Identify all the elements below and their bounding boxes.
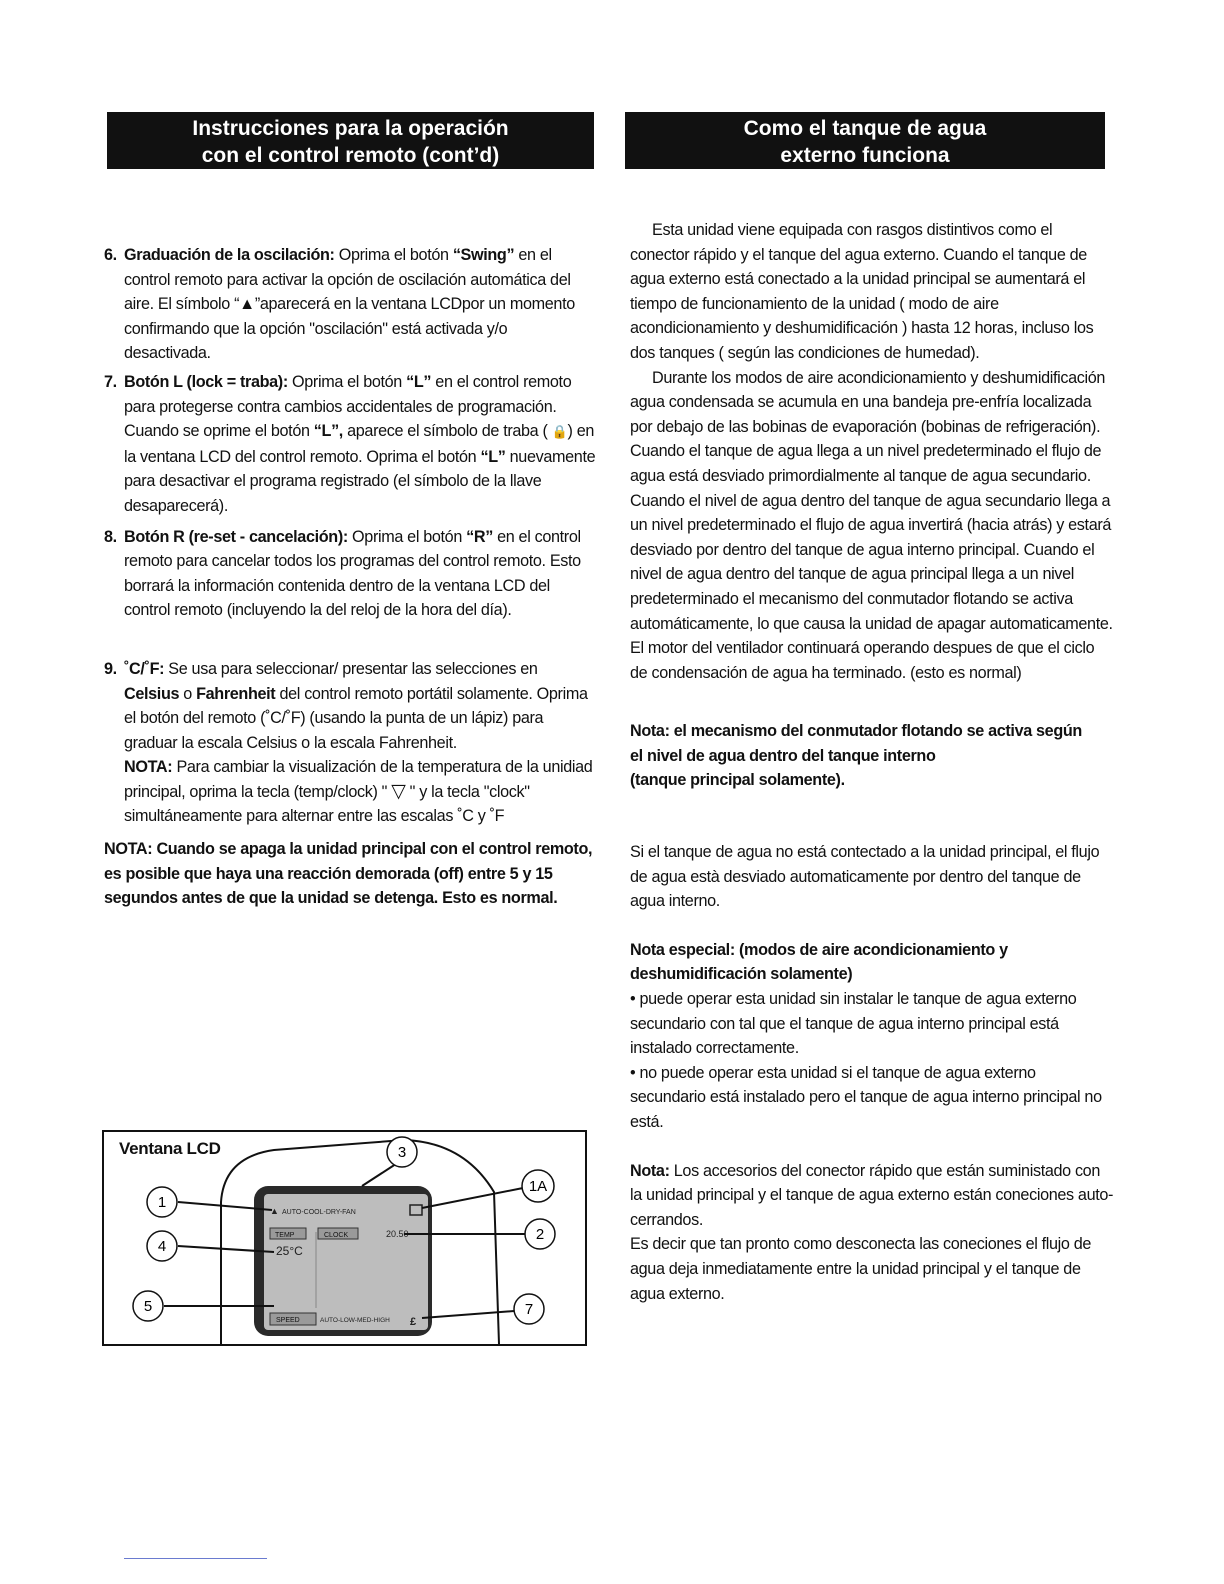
callout-label-3: 3 xyxy=(397,1144,407,1161)
nota-float-switch-line3: (tanque principal solamente). xyxy=(630,771,845,790)
nota-float-switch-line2: el nivel de agua dentro del tanque interno xyxy=(630,746,936,765)
callout-label-1a: 1A xyxy=(528,1178,548,1195)
item-text: nuevamente para desactivar el programa registrado (el símbolo de la llave desaparecerá). xyxy=(124,447,596,515)
header-right xyxy=(625,112,1105,169)
item-text: Para cambiar la visualización de la temperatura de la unidiad principal, oprima la tecla (temp/clock) " xyxy=(124,758,593,801)
item-temp-scale xyxy=(104,657,596,829)
item-text: Se usa para seleccionar/ presentar las selecciones en xyxy=(164,659,538,678)
button-label: “L” xyxy=(480,447,506,466)
lcd-temp-value: 25°C xyxy=(276,1244,303,1258)
item-title: Graduación de la oscilación: xyxy=(124,246,335,264)
item-title: ˚C/˚F: xyxy=(124,659,165,678)
nota-especial-title: Nota especial: (modos de aire acondicionamiento y deshumidificación solamente) xyxy=(630,940,1008,984)
callout-label-1: 1 xyxy=(157,1194,167,1211)
item-title: Botón L (lock = traba): xyxy=(124,372,288,391)
down-triangle-icon: ▽ xyxy=(391,780,406,802)
nota-final: NOTA: Cuando se apaga la unidad principal con el control remoto, es posible que haya una reacción demorada (off) entre 5 y 15 segundos antes de que la unidad se detenga. Esto es normal. xyxy=(104,840,593,908)
lcd-temp-label: TEMP xyxy=(275,1232,295,1239)
button-label: “L” xyxy=(406,372,432,391)
item-text: Oprima el botón xyxy=(334,246,453,264)
celsius-label: Celsius xyxy=(124,684,180,703)
item-text: ”aparecerá en la ventana LCDpor un momento confirmando que la opción "oscilación" está activada y/o desactivada. xyxy=(124,295,575,363)
right-column xyxy=(630,218,1114,1306)
paragraph-intro: Esta unidad viene equipada con rasgos distintivos como el conector rápido y el tanque del agua externo. Cuando el tanque de agua externo está conectado a la unidad principal se aumentará el tiempo de funcionamiento de la unidad ( modo de aire acondicionamiento y deshumidificación ) hasta 12 horas, incluso los dos tanques ( según las condiciones de humedad). xyxy=(630,221,1094,362)
nota-label: NOTA: xyxy=(124,758,173,777)
nota-connectors xyxy=(630,1159,1114,1233)
swing-label: “Swing” xyxy=(452,246,515,264)
bullet-1: • puede operar esta unidad sin instalar le tanque de agua externo secundario con tal que el tanque de agua interno principal está instalado correctamente. xyxy=(630,990,1077,1058)
lcd-diagram-title: Ventana LCD xyxy=(119,1139,221,1158)
item-text: " y la tecla "clock" simultáneamente para alternar entre las escalas ˚C y ˚F xyxy=(124,782,530,826)
button-label: “R” xyxy=(466,527,493,546)
lcd-speeds: AUTO-LOW-MED-HIGH xyxy=(320,1317,390,1324)
item-text: Oprima el botón xyxy=(347,527,467,546)
header-right-line1: Como el tanque de agua xyxy=(743,117,987,140)
lcd-lock-icon: £ xyxy=(410,1316,417,1328)
item-number: 8. xyxy=(104,527,117,546)
fahrenheit-label: Fahrenheit xyxy=(196,684,276,703)
lcd-diagram-svg xyxy=(104,1132,585,1344)
footnote-divider xyxy=(124,1558,267,1559)
button-label: “L”, xyxy=(313,422,343,441)
nota-label: Nota: xyxy=(630,1161,670,1180)
nota-float-switch-line1: Nota: el mecanismo del conmutador flotando se activa según xyxy=(630,722,1082,741)
paragraph-operation: Durante los modos de aire acondicionamiento y deshumidificación agua condensada se acumula en una bandeja pre-enfría localizada por debajo de las bobinas de evaporación (bobinas de refrigeración). Cuando el tanque de agua llega a un nivel predeterminado el flujo de agua está desviado primordialmente al tanque de agua secundario. Cuando el nivel de agua dentro del tanque de agua secundario llega a un nivel predeterminado el flujo de agua invertirá (hacia atrás) y estará desviado por dentro del tanque de agua interno principal. Cuando el nivel de agua dentro del tanque de agua principal llega a un nivel predeterminado el mecanismo del conmutador flotando se activa automáticamente, lo que causa la unidad de apagar automaticamente. El motor del ventilador continuará operando despues de que el ciclo de condensación de agua ha terminado. (esto es normal) xyxy=(630,368,1113,682)
header-right-line2: externo funciona xyxy=(780,144,950,167)
paragraph-disconnect: Es decir que tan pronto como desconecta las coneciones el flujo de agua deja inmediatamente entre la unidad principal y el tanque de agua externo. xyxy=(630,1235,1092,1303)
item-number: 9. xyxy=(104,659,117,678)
lcd-diagram xyxy=(102,1130,587,1346)
header-left-line2: con el control remoto (cont’d) xyxy=(201,144,500,167)
header-left-line1: Instrucciones para la operación xyxy=(192,117,509,140)
lcd-modes: AUTO-COOL-DRY-FAN xyxy=(282,1209,356,1216)
paragraph-not-connected: Si el tanque de agua no está contectado a la unidad principal, el flujo de agua està desviado automaticamente por dentro del tanque de agua interno. xyxy=(630,843,1100,911)
item-text: en el control remoto para cancelar todos los programas del control remoto. Esto borrará la información contenida dentro de la ventana LCD del control remoto (incluyendo la del reloj de la hora del día). xyxy=(124,527,581,620)
header-left xyxy=(107,112,594,169)
lcd-speed-label: SPEED xyxy=(276,1317,300,1324)
callout-label-2: 2 xyxy=(535,1226,545,1243)
callout-line-7 xyxy=(422,1311,514,1318)
callout-label-7: 7 xyxy=(524,1301,534,1318)
item-text: o xyxy=(179,684,197,703)
callout-line-1a xyxy=(422,1188,523,1208)
bullet-2: • no puede operar esta unidad si el tanque de agua externo secundario está instalado pero el tanque de agua interno principal no está. xyxy=(630,1063,1102,1131)
lcd-clock-label: CLOCK xyxy=(324,1232,349,1239)
item-title: Botón R (re-set - cancelación): xyxy=(124,527,348,546)
item-lock xyxy=(104,370,596,519)
item-number: 6. xyxy=(104,246,117,264)
swing-symbol-icon: ▲ xyxy=(239,295,255,314)
item-text: ) en la ventana LCD del control remoto. Oprima el botón xyxy=(124,422,595,466)
item-number: 7. xyxy=(104,372,117,391)
lcd-clock-value: 20.50 xyxy=(386,1229,409,1239)
callout-label-4: 4 xyxy=(157,1238,167,1255)
item-swing xyxy=(104,243,596,366)
left-column xyxy=(104,243,596,911)
nota-connectors-text: Los accesorios del conector rápido que están suministado con la unidad principal y el tanque de agua externo están coneciones auto-cerrandos. xyxy=(630,1161,1114,1229)
callout-label-5: 5 xyxy=(143,1298,153,1315)
item-reset xyxy=(104,525,596,623)
item-text: del control remoto portátil solamente. Oprima el botón del remoto (˚C/˚F) (usando la punta de un lápiz) para graduar la escala Celsius o la escala Fahrenheit. xyxy=(124,684,588,752)
item-text: Oprima el botón xyxy=(287,372,407,391)
lcd-swing-symbol: ▲ xyxy=(270,1206,279,1216)
item-text: en el control remoto para activar la opción de oscilación automática del aire. El símbolo “ xyxy=(124,246,571,314)
item-text: aparece el símbolo de traba ( xyxy=(342,422,552,441)
item-text: en el control remoto para protegerse contra cambios accidentales de programación. Cuando se oprime el botón xyxy=(124,372,572,441)
lock-icon: 🔒 xyxy=(551,424,568,440)
